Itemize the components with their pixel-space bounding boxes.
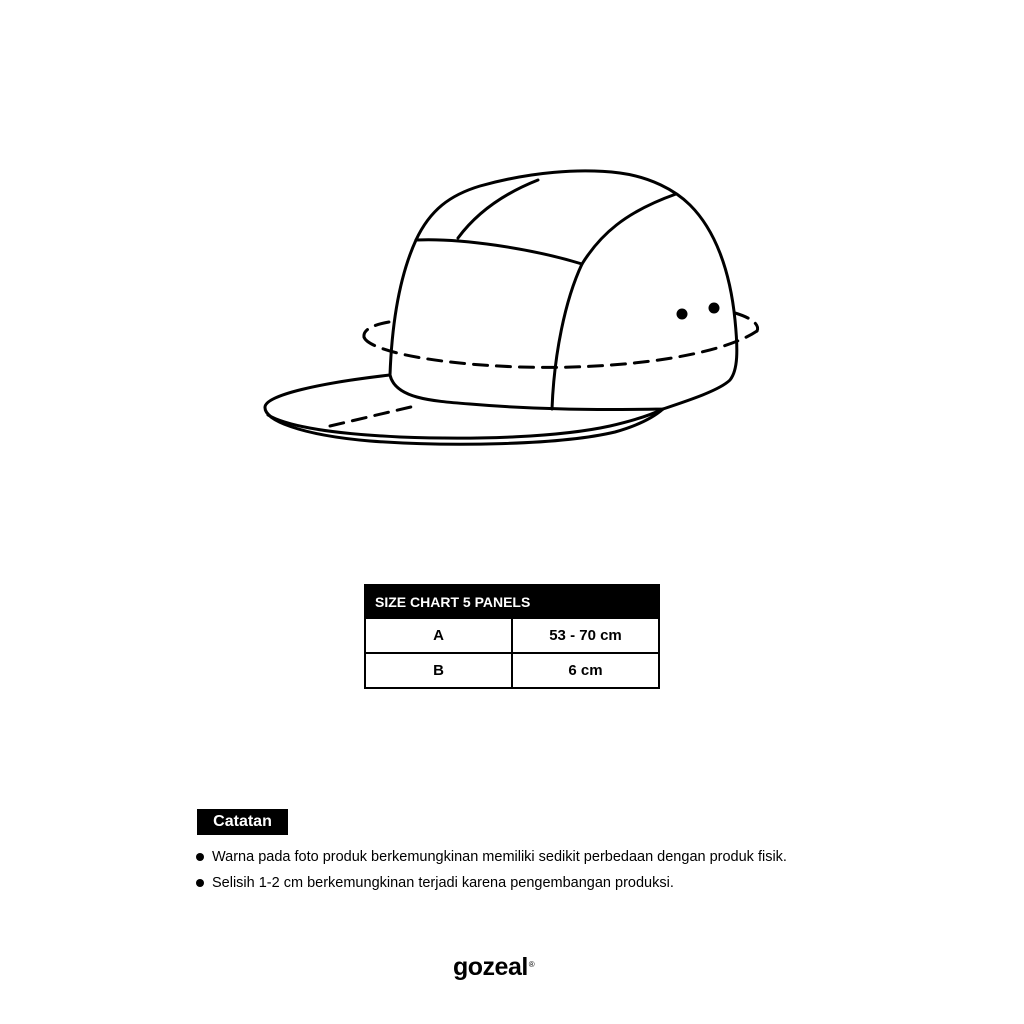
size-key: A	[365, 618, 512, 653]
notes-list	[195, 847, 787, 899]
cap-seam-front-right	[552, 264, 582, 409]
circumference-measure-back-right	[735, 313, 758, 331]
note-text: Warna pada foto produk berkemungkinan memiliki sedikit perbedaan dengan produk fisik.	[212, 849, 787, 865]
brand-logo	[453, 952, 534, 982]
list-item	[195, 847, 787, 873]
size-chart-header-row	[365, 585, 659, 618]
bullet-icon	[196, 879, 204, 887]
notes-title: Catatan	[197, 809, 288, 835]
size-value: 6 cm	[512, 653, 659, 688]
size-key: B	[365, 653, 512, 688]
eyelet-icon	[677, 309, 688, 320]
cap-seam-front-top	[416, 240, 582, 264]
bullet-icon	[196, 853, 204, 861]
size-chart-table	[364, 584, 660, 689]
note-text: Selisih 1-2 cm berkemungkinan terjadi karena pengembangan produksi.	[212, 875, 674, 891]
circumference-measure-back	[364, 322, 389, 337]
size-value: 53 - 70 cm	[512, 618, 659, 653]
cap-crown	[390, 171, 737, 410]
cap-seam-crown-right	[582, 194, 676, 264]
table-row	[365, 618, 659, 653]
eyelet-icon	[709, 303, 720, 314]
brand-name: gozeal	[453, 953, 528, 981]
registered-mark: ®	[528, 960, 535, 969]
size-chart-title: SIZE CHART 5 PANELS	[365, 585, 659, 618]
table-row	[365, 653, 659, 688]
list-item	[195, 873, 787, 899]
brim-length-measure	[330, 406, 415, 426]
